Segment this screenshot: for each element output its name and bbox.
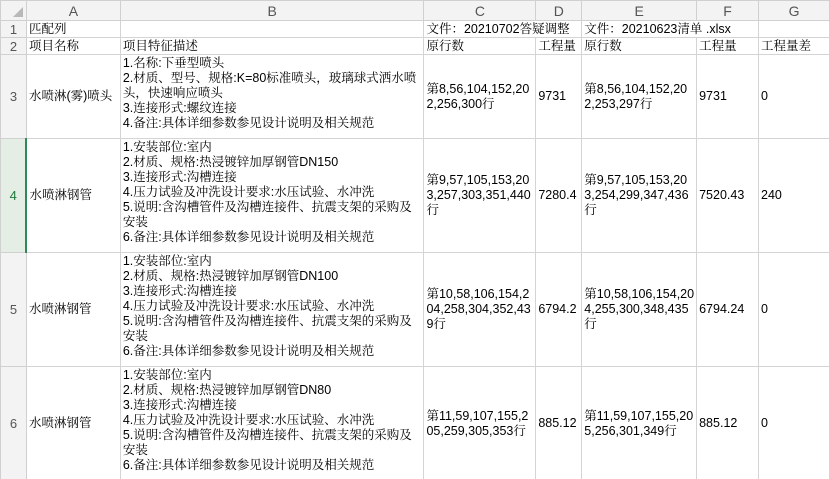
column-header-g[interactable]: G <box>759 1 830 21</box>
cell-g3[interactable]: 0 <box>759 55 830 139</box>
table-row <box>1 38 830 55</box>
row-header-6[interactable]: 6 <box>1 367 27 479</box>
cell-c3[interactable]: 第8,56,104,152,202,256,300行 <box>424 55 536 139</box>
row-header-5[interactable]: 5 <box>1 253 27 367</box>
cell-a4[interactable]: 水喷淋钢管 <box>26 139 120 253</box>
cell-d6[interactable]: 885.12 <box>536 367 582 479</box>
desc-line: 5.说明:含沟槽管件及沟槽连接件、抗震支架的采购及安装 <box>122 314 412 343</box>
cell-b3[interactable] <box>120 55 424 139</box>
cell-a5[interactable]: 水喷淋钢管 <box>26 253 120 367</box>
desc-line: 6.备注:具体详细参数参见设计说明及相关规范 <box>122 344 375 358</box>
desc-line: 6.备注:具体详细参数参见设计说明及相关规范 <box>122 458 375 472</box>
cell-f3[interactable]: 9731 <box>697 55 759 139</box>
cell-d4[interactable]: 7280.4 <box>536 139 582 253</box>
cell-f5[interactable]: 6794.24 <box>697 253 759 367</box>
desc-line: 1.安装部位:室内 <box>122 254 212 268</box>
cell-e4[interactable]: 第9,57,105,153,203,254,299,347,436行 <box>582 139 697 253</box>
table-row <box>1 253 830 367</box>
cell-g6[interactable]: 0 <box>759 367 830 479</box>
desc-line: 3.连接形式:沟槽连接 <box>122 170 237 184</box>
desc-line: 4.压力试验及冲洗设计要求:水压试验、水冲洗 <box>122 185 375 199</box>
desc-line: 6.备注:具体详细参数参见设计说明及相关规范 <box>122 230 375 244</box>
cell-d2[interactable]: 工程量 <box>536 38 582 55</box>
column-header-row <box>1 1 830 21</box>
desc-line: 1.名称:下垂型喷头 <box>122 56 225 70</box>
row-header-2[interactable]: 2 <box>1 38 27 55</box>
cell-f4[interactable]: 7520.43 <box>697 139 759 253</box>
desc-line: 2.材质、规格:热浸镀锌加厚钢管DN100 <box>122 269 339 283</box>
column-header-d[interactable]: D <box>536 1 582 21</box>
cell-f6[interactable]: 885.12 <box>697 367 759 479</box>
cell-e3[interactable]: 第8,56,104,152,202,253,297行 <box>582 55 697 139</box>
cell-c4[interactable]: 第9,57,105,153,203,257,303,351,440行 <box>424 139 536 253</box>
desc-line: 1.安装部位:室内 <box>122 368 212 382</box>
table-row <box>1 367 830 479</box>
desc-line: 3.连接形式:沟槽连接 <box>122 284 237 298</box>
cell-d3[interactable]: 9731 <box>536 55 582 139</box>
cell-e1-file-label[interactable]: 文件：20210623清单 .xlsx <box>582 21 759 38</box>
cell-g1[interactable] <box>759 21 830 38</box>
table-row <box>1 139 830 253</box>
cell-e5[interactable]: 第10,58,106,154,204,255,300,348,435行 <box>582 253 697 367</box>
cell-c5[interactable]: 第10,58,106,154,204,258,304,352,439行 <box>424 253 536 367</box>
table-row <box>1 55 830 139</box>
cell-g4[interactable]: 240 <box>759 139 830 253</box>
cell-a1[interactable]: 匹配列 <box>26 21 120 38</box>
cell-f2[interactable]: 工程量 <box>697 38 759 55</box>
table-row <box>1 21 830 38</box>
column-header-c[interactable]: C <box>424 1 536 21</box>
desc-line: 2.材质、规格:热浸镀锌加厚钢管DN150 <box>122 155 339 169</box>
cell-e2[interactable]: 原行数 <box>582 38 697 55</box>
cell-g2[interactable]: 工程量差 <box>759 38 830 55</box>
cell-g5[interactable]: 0 <box>759 253 830 367</box>
desc-line: 2.材质、型号、规格:K=80标准喷头，玻璃球式洒水喷头，快速响应喷头 <box>122 71 417 100</box>
cell-a3[interactable]: 水喷淋(雾)喷头 <box>26 55 120 139</box>
cell-b6[interactable] <box>120 367 424 479</box>
desc-line: 4.备注:具体详细参数参见设计说明及相关规范 <box>122 116 375 130</box>
cell-e6[interactable]: 第11,59,107,155,205,256,301,349行 <box>582 367 697 479</box>
cell-d5[interactable]: 6794.2 <box>536 253 582 367</box>
column-header-e[interactable]: E <box>582 1 697 21</box>
cell-b4[interactable] <box>120 139 424 253</box>
desc-line: 4.压力试验及冲洗设计要求:水压试验、水冲洗 <box>122 299 375 313</box>
desc-line: 2.材质、规格:热浸镀锌加厚钢管DN80 <box>122 383 332 397</box>
cell-b1[interactable] <box>120 21 424 38</box>
cell-c2[interactable]: 原行数 <box>424 38 536 55</box>
desc-line: 3.连接形式:螺纹连接 <box>122 101 237 115</box>
column-header-f[interactable]: F <box>697 1 759 21</box>
desc-line: 4.压力试验及冲洗设计要求:水压试验、水冲洗 <box>122 413 375 427</box>
row-header-1[interactable]: 1 <box>1 21 27 38</box>
desc-line: 5.说明:含沟槽管件及沟槽连接件、抗震支架的采购及安装 <box>122 200 412 229</box>
select-all-triangle-icon <box>13 7 23 17</box>
column-header-b[interactable]: B <box>120 1 424 21</box>
desc-line: 5.说明:含沟槽管件及沟槽连接件、抗震支架的采购及安装 <box>122 428 412 457</box>
cell-c6[interactable]: 第11,59,107,155,205,259,305,353行 <box>424 367 536 479</box>
cell-c1-file-label[interactable]: 文件：20210702答疑调整 <box>424 21 582 38</box>
cell-a6[interactable]: 水喷淋钢管 <box>26 367 120 479</box>
desc-line: 3.连接形式:沟槽连接 <box>122 398 237 412</box>
column-header-a[interactable]: A <box>26 1 120 21</box>
select-all-corner[interactable] <box>1 1 27 21</box>
cell-a2[interactable]: 项目名称 <box>26 38 120 55</box>
row-header-3[interactable]: 3 <box>1 55 27 139</box>
desc-line: 1.安装部位:室内 <box>122 140 212 154</box>
cell-b5[interactable] <box>120 253 424 367</box>
cell-b2[interactable]: 项目特征描述 <box>120 38 424 55</box>
row-header-4[interactable]: 4 <box>1 139 27 253</box>
